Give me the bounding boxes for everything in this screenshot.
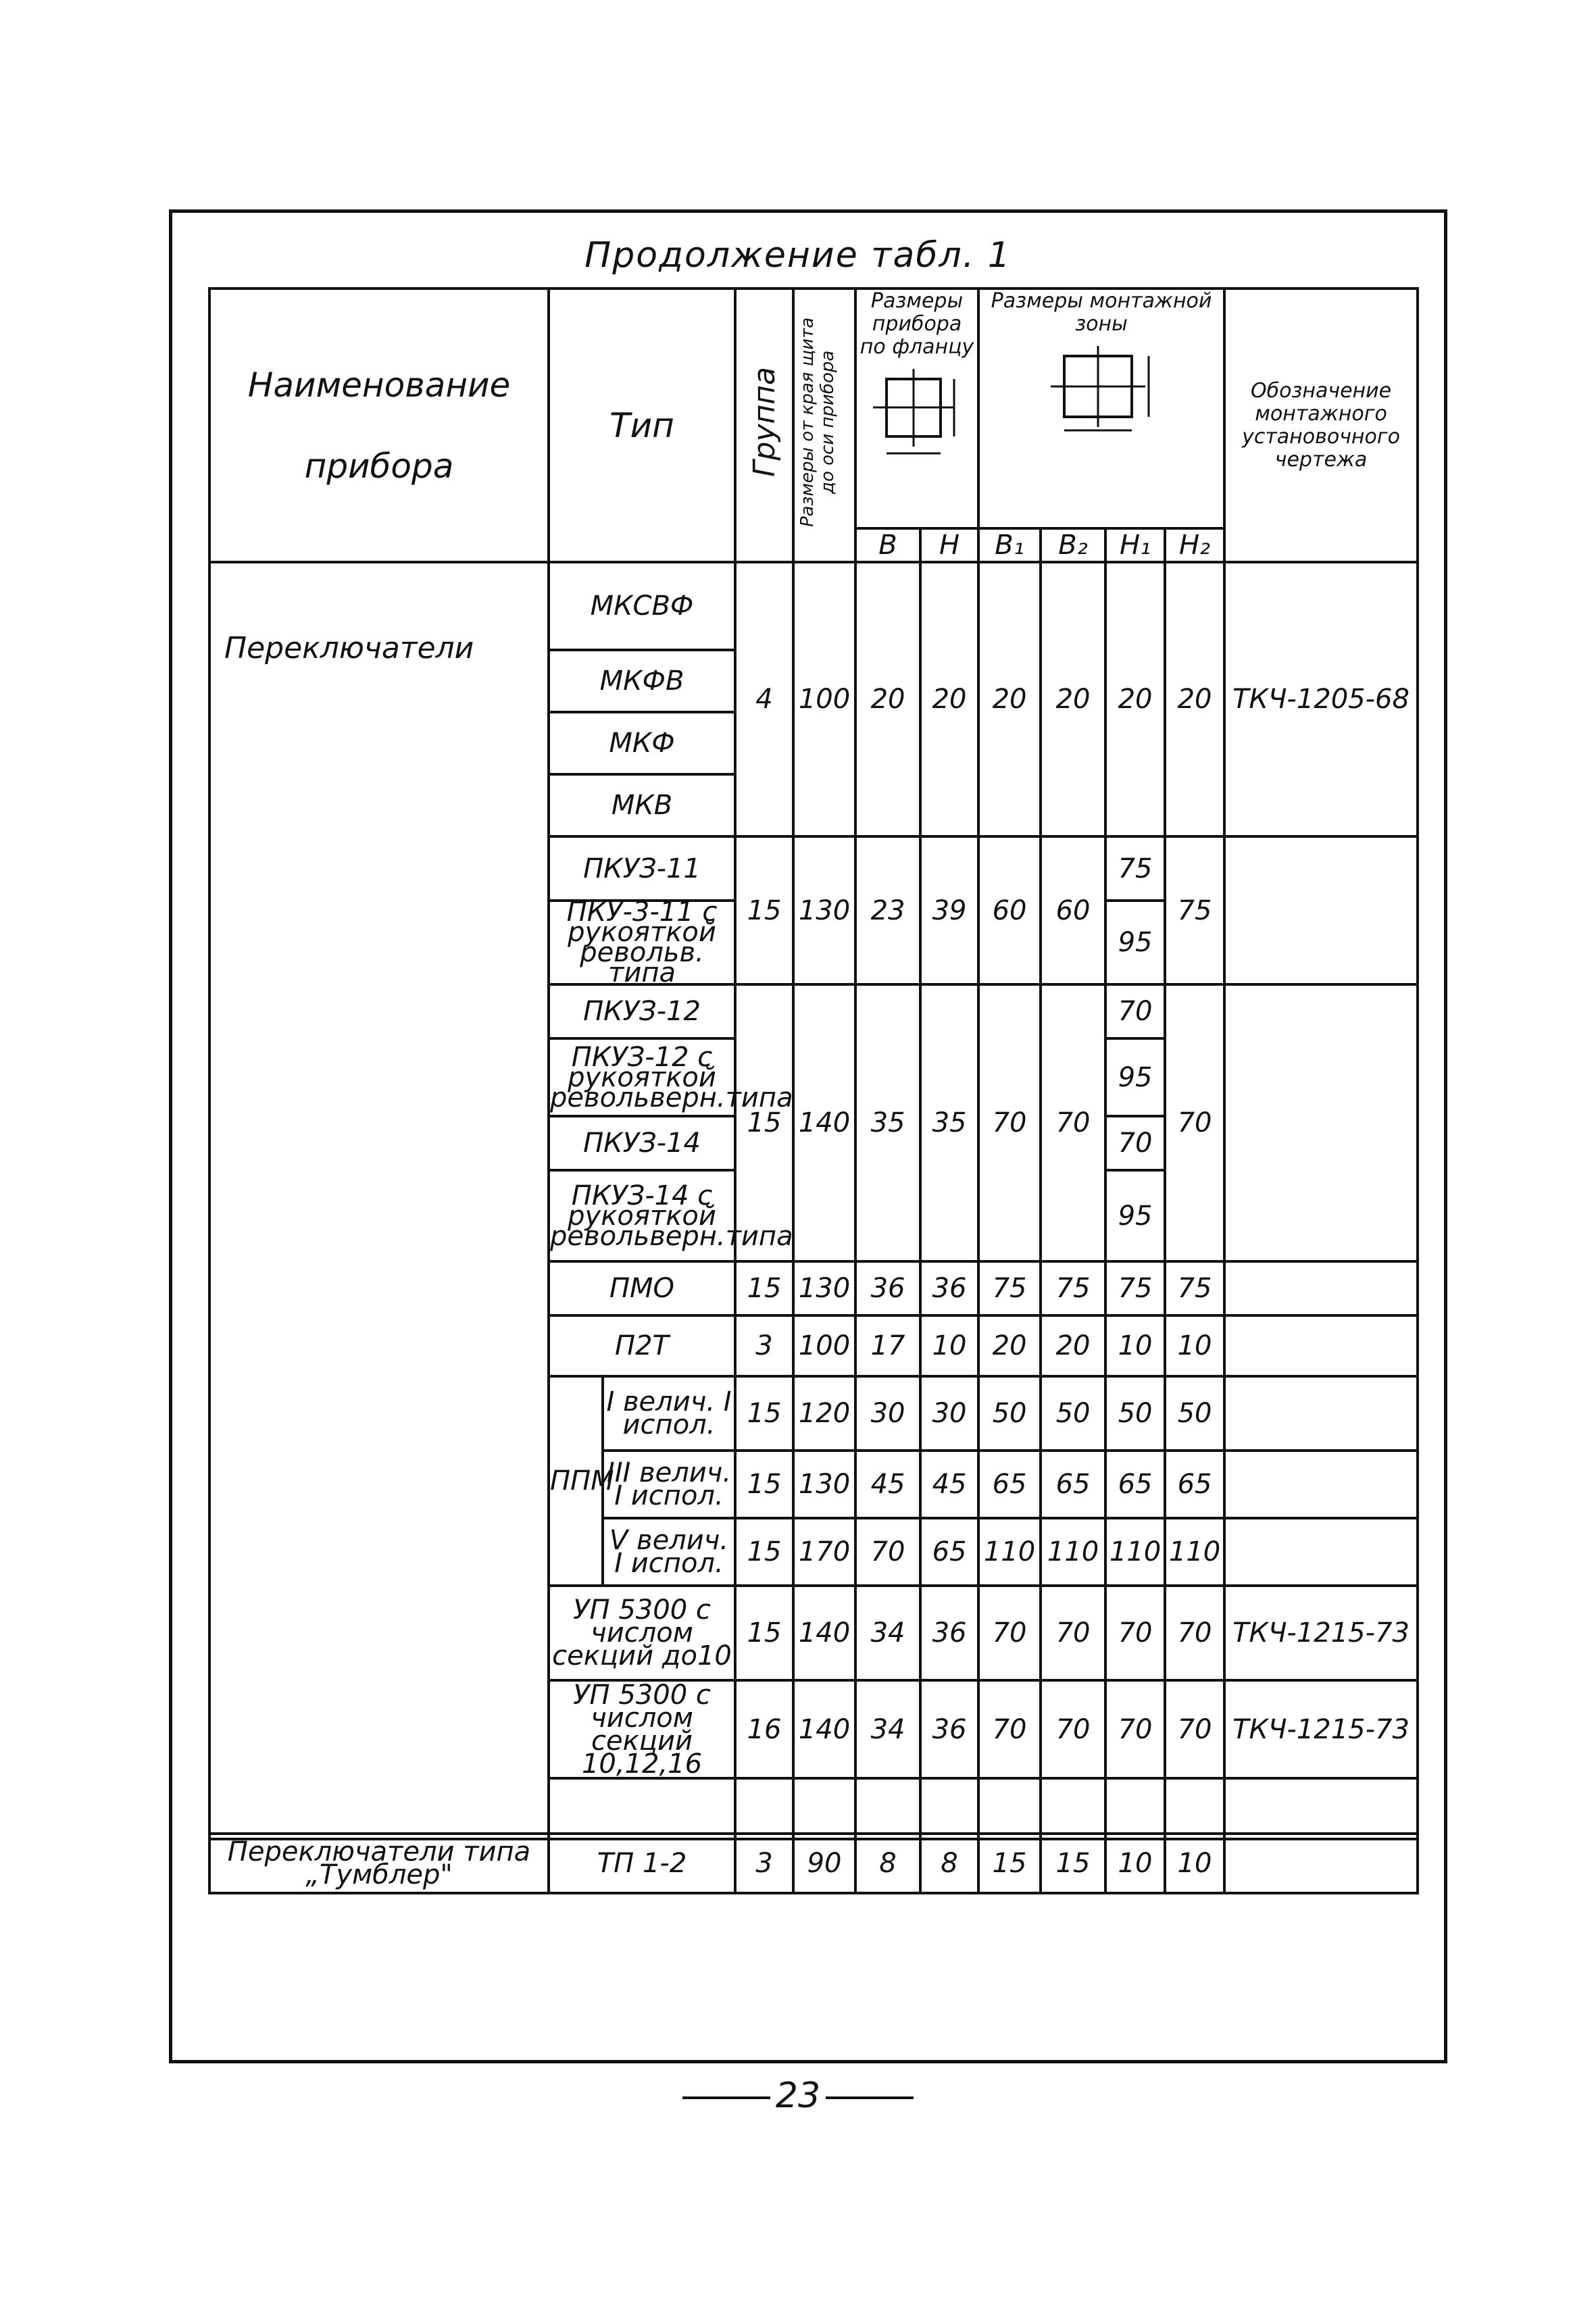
- type-pku3-11: ПКУЗ-11: [549, 836, 735, 901]
- header-H2: Н₂: [1165, 528, 1224, 562]
- header-B2: В₂: [1041, 528, 1105, 562]
- g2-H: 39: [920, 836, 978, 984]
- group-toggle: Переключатели типа „Тумблер": [209, 1834, 549, 1893]
- ppm1-B: 30: [855, 1376, 920, 1451]
- empty-cell: [1041, 1778, 1105, 1839]
- flange-diagram: [866, 359, 968, 460]
- ppm3-H2: 65: [1165, 1451, 1224, 1518]
- g1-H: 20: [920, 562, 978, 836]
- pmo-dist: 130: [793, 1261, 855, 1315]
- g2-B: 23: [855, 836, 920, 984]
- up1-doc: ТКЧ-1215-73: [1224, 1586, 1418, 1680]
- up2-H1: 70: [1105, 1680, 1165, 1778]
- ppm5-H1: 110: [1105, 1518, 1165, 1586]
- pmo-H1: 75: [1105, 1261, 1165, 1315]
- ppm1-H1: 50: [1105, 1376, 1165, 1451]
- g3-H1c: 70: [1105, 1116, 1165, 1170]
- ppm1-H2: 50: [1165, 1376, 1224, 1451]
- ppm3-H: 45: [920, 1451, 978, 1518]
- ppm1-B2: 50: [1041, 1376, 1105, 1451]
- g1-B: 20: [855, 562, 920, 836]
- g3-H1a: 70: [1105, 984, 1165, 1038]
- ppm3-H1: 65: [1105, 1451, 1165, 1518]
- g3-B: 35: [855, 984, 920, 1261]
- up2-group: 16: [735, 1680, 793, 1778]
- header-H: Н: [920, 528, 978, 562]
- tp-group: 3: [735, 1834, 793, 1893]
- g1-H1: 20: [1105, 562, 1165, 836]
- up1-B2: 70: [1041, 1586, 1105, 1680]
- empty-type: [549, 1778, 735, 1839]
- g1-B2: 20: [1041, 562, 1105, 836]
- p2t-B1: 20: [978, 1315, 1041, 1376]
- g2-dist: 130: [793, 836, 855, 984]
- header-H1: Н₁: [1105, 528, 1165, 562]
- tp-B1: 15: [978, 1834, 1041, 1893]
- type-tp1-2: ТП 1-2: [549, 1834, 735, 1893]
- up2-dist: 140: [793, 1680, 855, 1778]
- type-up5300-1: УП 5300 с числом секций до10: [549, 1586, 735, 1680]
- up2-H2: 70: [1165, 1680, 1224, 1778]
- empty-cell: [1105, 1778, 1165, 1839]
- type-pku3-12-handle: ПКУЗ-12 с рукояткой револьверн.типа: [549, 1038, 735, 1116]
- ppm3-doc: [1224, 1451, 1418, 1518]
- ppm1-group: 15: [735, 1376, 793, 1451]
- g3-B1: 70: [978, 984, 1041, 1261]
- p2t-H1: 10: [1105, 1315, 1165, 1376]
- ppm5-H: 65: [920, 1518, 978, 1586]
- up1-H1: 70: [1105, 1586, 1165, 1680]
- up2-B1: 70: [978, 1680, 1041, 1778]
- p2t-H2: 10: [1165, 1315, 1224, 1376]
- ppm1-doc: [1224, 1376, 1418, 1451]
- g2-doc: [1224, 836, 1418, 984]
- g2-H2: 75: [1165, 836, 1224, 984]
- mount-zone-diagram: [1037, 336, 1166, 437]
- g1-B1: 20: [978, 562, 1041, 836]
- header-type: Тип: [549, 288, 735, 562]
- type-up5300-2: УП 5300 с числом секций 10,12,16: [549, 1680, 735, 1778]
- p2t-B2: 20: [1041, 1315, 1105, 1376]
- header-group: Группа: [735, 288, 793, 562]
- ppm3-B: 45: [855, 1451, 920, 1518]
- empty-cell: [1224, 1778, 1418, 1839]
- instruments-table: [208, 287, 1419, 1840]
- type-pku3-12: ПКУЗ-12: [549, 984, 735, 1038]
- g1-H2: 20: [1165, 562, 1224, 836]
- header-mount-zone: Размеры монтажной зоны: [978, 288, 1224, 528]
- ppm1-sub: I велич. I испол.: [603, 1376, 735, 1451]
- ppm1-dist: 120: [793, 1376, 855, 1451]
- type-pku3-14: ПКУЗ-14: [549, 1116, 735, 1170]
- up1-B: 34: [855, 1586, 920, 1680]
- p2t-B: 17: [855, 1315, 920, 1376]
- ppm3-B2: 65: [1041, 1451, 1105, 1518]
- header-B1: В₁: [978, 528, 1041, 562]
- g3-doc: [1224, 984, 1418, 1261]
- toggle-table: [208, 1832, 1419, 1894]
- tp-B2: 15: [1041, 1834, 1105, 1893]
- type-pku3-11-handle: ПКУ-3-11 с рукояткой револьв. типа: [549, 901, 735, 984]
- type-mksvf: МКСВФ: [549, 562, 735, 650]
- header-distance: Размеры от края щита до оси прибора: [793, 288, 855, 562]
- up1-dist: 140: [793, 1586, 855, 1680]
- empty-cell: [735, 1778, 793, 1839]
- group-switches: Переключатели: [209, 562, 549, 1839]
- ppm3-sub: III велич. I испол.: [603, 1451, 735, 1518]
- up2-H: 36: [920, 1680, 978, 1778]
- ppm5-H2: 110: [1165, 1518, 1224, 1586]
- ppm5-sub: V велич. I испол.: [603, 1518, 735, 1586]
- g1-dist: 100: [793, 562, 855, 836]
- ppm3-B1: 65: [978, 1451, 1041, 1518]
- ppm3-group: 15: [735, 1451, 793, 1518]
- type-pku3-14-handle: ПКУЗ-14 с рукояткой револьверн.типа: [549, 1170, 735, 1261]
- pmo-H2: 75: [1165, 1261, 1224, 1315]
- g3-H1b: 95: [1105, 1038, 1165, 1116]
- tp-H2: 10: [1165, 1834, 1224, 1893]
- g1-doc: ТКЧ-1205-68: [1224, 562, 1418, 836]
- header-flange-sizes: Размеры прибора по фланцу: [855, 288, 978, 528]
- pmo-B1: 75: [978, 1261, 1041, 1315]
- p2t-doc: [1224, 1315, 1418, 1376]
- type-p2t: П2Т: [549, 1315, 735, 1376]
- p2t-H: 10: [920, 1315, 978, 1376]
- tp-B: 8: [855, 1834, 920, 1893]
- g2-group: 15: [735, 836, 793, 984]
- ppm5-B: 70: [855, 1518, 920, 1586]
- tp-doc: [1224, 1834, 1418, 1893]
- up2-B2: 70: [1041, 1680, 1105, 1778]
- g1-group: 4: [735, 562, 793, 836]
- header-B: В: [855, 528, 920, 562]
- p2t-dist: 100: [793, 1315, 855, 1376]
- up1-B1: 70: [978, 1586, 1041, 1680]
- type-ppm: ППМ: [549, 1376, 603, 1586]
- empty-cell: [1165, 1778, 1224, 1839]
- g2-B1: 60: [978, 836, 1041, 984]
- header-name: Наименование прибора: [209, 288, 549, 562]
- tp-H: 8: [920, 1834, 978, 1893]
- g3-B2: 70: [1041, 984, 1105, 1261]
- up2-B: 34: [855, 1680, 920, 1778]
- ppm5-B1: 110: [978, 1518, 1041, 1586]
- pmo-doc: [1224, 1261, 1418, 1315]
- pmo-H: 36: [920, 1261, 978, 1315]
- tp-H1: 10: [1105, 1834, 1165, 1893]
- type-mkf: МКФ: [549, 712, 735, 774]
- g3-H: 35: [920, 984, 978, 1261]
- g2-H1b: 95: [1105, 901, 1165, 984]
- header-designation: Обозначение монтажного установочного чертежа: [1224, 288, 1418, 562]
- g2-H1a: 75: [1105, 836, 1165, 901]
- ppm5-doc: [1224, 1518, 1418, 1586]
- ppm1-H: 30: [920, 1376, 978, 1451]
- up2-doc: ТКЧ-1215-73: [1224, 1680, 1418, 1778]
- ppm5-dist: 170: [793, 1518, 855, 1586]
- pmo-B2: 75: [1041, 1261, 1105, 1315]
- type-mkv: МКВ: [549, 774, 735, 836]
- type-pmo: ПМО: [549, 1261, 735, 1315]
- pmo-group: 15: [735, 1261, 793, 1315]
- g3-group: 15: [735, 984, 793, 1261]
- empty-cell: [920, 1778, 978, 1839]
- p2t-group: 3: [735, 1315, 793, 1376]
- g3-H2: 70: [1165, 984, 1224, 1261]
- up1-group: 15: [735, 1586, 793, 1680]
- table-continuation-title: Продолжение табл. 1: [584, 235, 1012, 276]
- type-mkfv: МКФВ: [549, 650, 735, 712]
- empty-cell: [855, 1778, 920, 1839]
- ppm1-B1: 50: [978, 1376, 1041, 1451]
- ppm5-group: 15: [735, 1518, 793, 1586]
- g3-dist: 140: [793, 984, 855, 1261]
- pmo-B: 36: [855, 1261, 920, 1315]
- g3-H1d: 95: [1105, 1170, 1165, 1261]
- tp-dist: 90: [793, 1834, 855, 1893]
- up1-H2: 70: [1165, 1586, 1224, 1680]
- empty-cell: [793, 1778, 855, 1839]
- empty-cell: [978, 1778, 1041, 1839]
- ppm3-dist: 130: [793, 1451, 855, 1518]
- page-number: 23: [0, 2076, 1596, 2116]
- ppm5-B2: 110: [1041, 1518, 1105, 1586]
- g2-B2: 60: [1041, 836, 1105, 984]
- up1-H: 36: [920, 1586, 978, 1680]
